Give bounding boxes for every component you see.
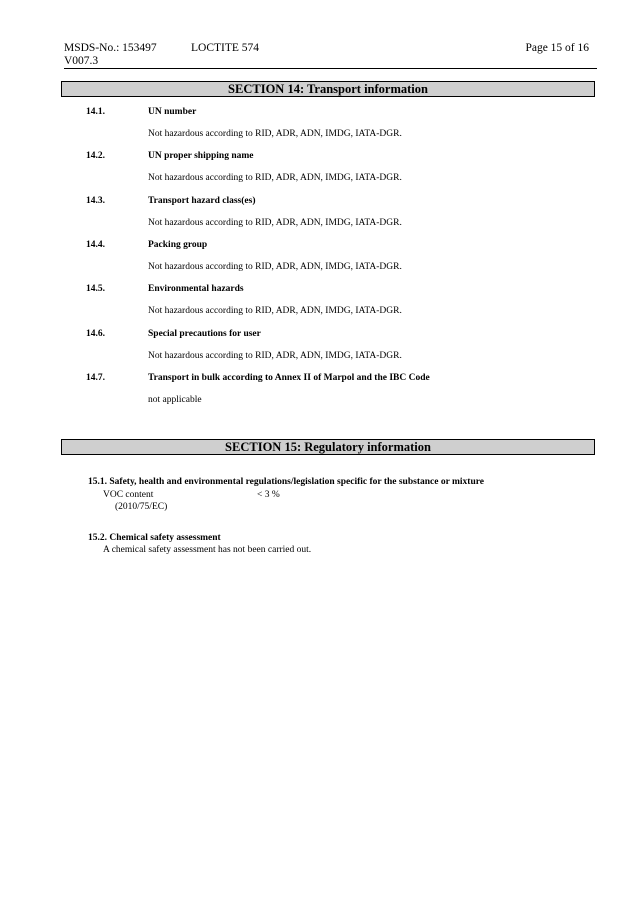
voc-value: < 3 % xyxy=(257,490,280,500)
item-number: 14.1. xyxy=(86,107,105,117)
header-divider xyxy=(64,68,597,69)
product-name: LOCTITE 574 xyxy=(191,42,260,54)
item-title: UN number xyxy=(148,107,197,117)
item-text: Not hazardous according to RID, ADR, ADN, IMDG, IATA-DGR. xyxy=(148,218,402,228)
item-text: Not hazardous according to RID, ADR, ADN, IMDG, IATA-DGR. xyxy=(148,262,402,272)
item-title: Transport hazard class(es) xyxy=(148,196,256,206)
msds-number: MSDS-No.: 153497 xyxy=(64,42,157,54)
subsection-15-1-title: 15.1. Safety, health and environmental regulations/legislation specific for the substance or mixture xyxy=(88,477,485,487)
item-number: 14.4. xyxy=(86,240,105,250)
item-text: not applicable xyxy=(148,395,202,405)
item-title: UN proper shipping name xyxy=(148,151,254,161)
item-text: Not hazardous according to RID, ADR, ADN, IMDG, IATA-DGR. xyxy=(148,306,402,316)
voc-directive: (2010/75/EC) xyxy=(115,502,168,512)
item-number: 14.2. xyxy=(86,151,105,161)
item-title: Transport in bulk according to Annex II of Marpol and the IBC Code xyxy=(148,373,430,383)
item-title: Packing group xyxy=(148,240,208,250)
item-number: 14.7. xyxy=(86,373,105,383)
item-title: Environmental hazards xyxy=(148,284,244,294)
item-number: 14.5. xyxy=(86,284,105,294)
item-text: Not hazardous according to RID, ADR, ADN, IMDG, IATA-DGR. xyxy=(148,351,402,361)
voc-label: VOC content xyxy=(103,490,154,500)
version-number: V007.3 xyxy=(64,55,99,67)
item-number: 14.3. xyxy=(86,196,105,206)
section-14-heading: SECTION 14: Transport information xyxy=(61,81,595,97)
item-text: Not hazardous according to RID, ADR, ADN, IMDG, IATA-DGR. xyxy=(148,129,402,139)
section-15-heading: SECTION 15: Regulatory information xyxy=(61,439,595,455)
subsection-15-2-text: A chemical safety assessment has not been carried out. xyxy=(103,545,312,555)
page-number: Page 15 of 16 xyxy=(525,42,589,54)
item-text: Not hazardous according to RID, ADR, ADN, IMDG, IATA-DGR. xyxy=(148,173,402,183)
item-title: Special precautions for user xyxy=(148,329,261,339)
item-number: 14.6. xyxy=(86,329,105,339)
subsection-15-2-title: 15.2. Chemical safety assessment xyxy=(88,533,221,543)
